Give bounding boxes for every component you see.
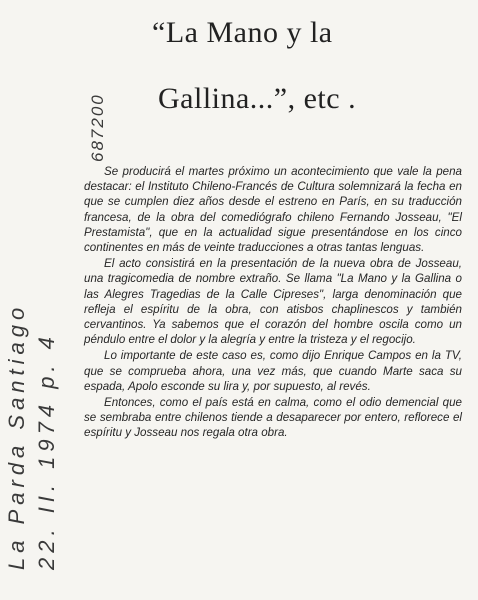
handwritten-date: 22. II. 1974 p. 4 [34, 332, 59, 570]
article-paragraph: Entonces, como el país está en calma, como el odio demencial que se sembraba entre chilenos tiende a desaparecer por entero, reflorece el espíritu y Josseau nos regala otra obra. [84, 396, 462, 440]
article-paragraph: Se producirá el martes próximo un acontecimiento que vale la pena destacar: el Instituto Chileno-Francés de Cultura solemnizará la fecha en que se cumplen diez años desde el estreno en París, en su traducción francesa, de la obra del comediógrafo chileno Fernando Josseau, "El Prestamista", que en la actualidad sigue presentándose en los cinco continentes en más de veinte traducciones a otras tantas lenguas. [84, 165, 462, 255]
headline-line-1: “La Mano y la [152, 16, 333, 49]
handwritten-source: La Parda Santiago [4, 302, 29, 570]
article-paragraph: Lo importante de este caso es, como dijo Enrique Campos en la TV, que se comprueba ahora, una vez más, que cuando Marte saca su espada, Apolo esconde su lira y, por supuesto, al revés. [84, 349, 462, 393]
handwritten-margin-note [2, 303, 62, 570]
handwritten-catalog-number: 687200 [88, 93, 107, 162]
article-body [84, 164, 462, 442]
article-paragraph: El acto consistirá en la presentación de la nueva obra de Josseau, una tragicomedia de nombre extraño. Se llama "La Mano y la Gallina o las Alegres Tragedias de la Calle Cipreses", larga denominación que refleja el espíritu de la obra, con atisbos chaplinescos y también cervantinos. Ya sabemos que el corazón del hombre oscila como un péndulo entre el dolor y la alegría y entre la tristeza y el regocijo. [84, 257, 462, 347]
headline-line-2: Gallina...”, etc . [158, 82, 357, 115]
